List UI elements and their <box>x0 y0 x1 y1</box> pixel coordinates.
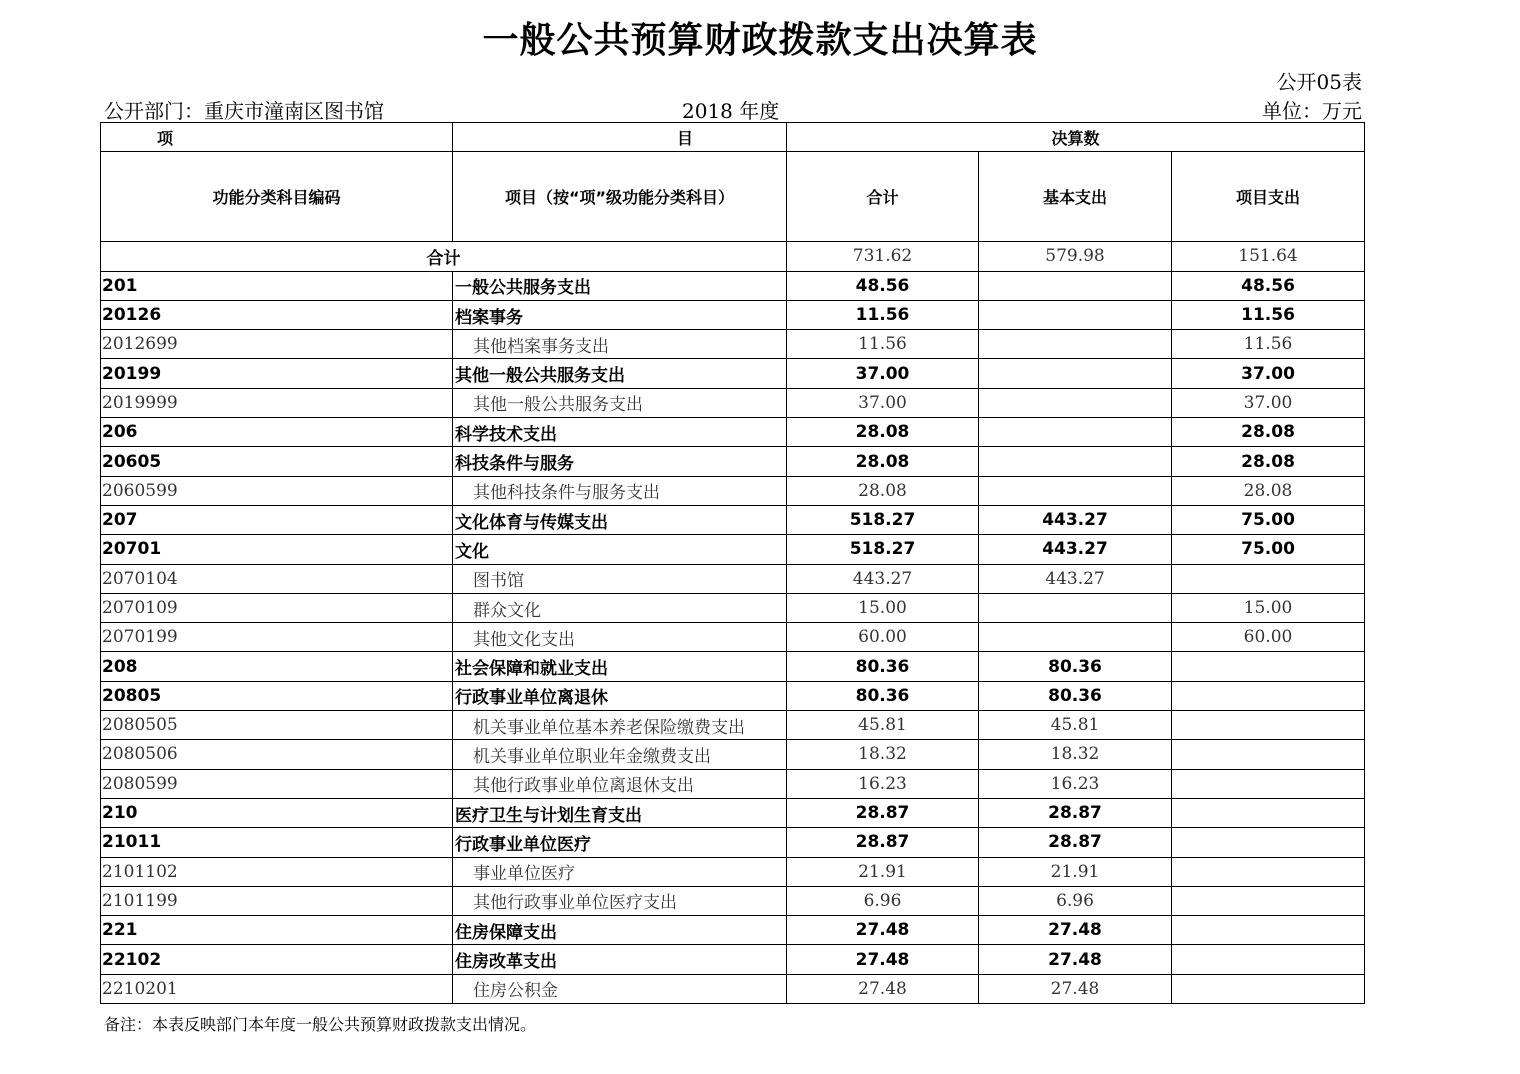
row-total: 15.00 <box>787 593 979 622</box>
row-project: 28.08 <box>1172 418 1365 447</box>
row-project: 15.00 <box>1172 593 1365 622</box>
header-item2: 目 <box>453 123 787 152</box>
row-total: 443.27 <box>787 564 979 593</box>
row-project <box>1172 828 1365 857</box>
row-code: 207 <box>101 505 453 534</box>
table-row <box>101 476 1365 505</box>
row-name: 行政事业单位离退休 <box>453 681 787 710</box>
row-project <box>1172 916 1365 945</box>
table-row <box>101 945 1365 974</box>
row-project: 37.00 <box>1172 359 1365 388</box>
table-row <box>101 857 1365 886</box>
row-project: 28.08 <box>1172 447 1365 476</box>
row-name: 社会保障和就业支出 <box>453 652 787 681</box>
header-name: 项目（按“项”级功能分类科目） <box>453 152 787 242</box>
total-sum: 731.62 <box>787 242 979 271</box>
row-basic: 27.48 <box>979 945 1172 974</box>
row-basic: 443.27 <box>979 564 1172 593</box>
row-project <box>1172 945 1365 974</box>
row-basic <box>979 593 1172 622</box>
table-row <box>101 652 1365 681</box>
row-basic: 16.23 <box>979 769 1172 798</box>
table-row <box>101 798 1365 827</box>
table-row <box>101 740 1365 769</box>
row-code: 2080599 <box>101 769 453 798</box>
row-basic: 443.27 <box>979 535 1172 564</box>
row-project: 37.00 <box>1172 388 1365 417</box>
row-project <box>1172 886 1365 915</box>
row-basic <box>979 623 1172 652</box>
row-basic: 443.27 <box>979 505 1172 534</box>
row-code: 20701 <box>101 535 453 564</box>
table-row <box>101 564 1365 593</box>
header-item: 项 <box>101 123 453 152</box>
row-total: 80.36 <box>787 652 979 681</box>
row-basic <box>979 359 1172 388</box>
row-code: 20605 <box>101 447 453 476</box>
table-row <box>101 886 1365 915</box>
row-basic <box>979 476 1172 505</box>
row-total: 6.96 <box>787 886 979 915</box>
row-total: 80.36 <box>787 681 979 710</box>
row-name: 其他一般公共服务支出 <box>453 388 787 417</box>
row-total: 28.87 <box>787 798 979 827</box>
row-code: 2080505 <box>101 711 453 740</box>
row-basic: 27.48 <box>979 974 1172 1003</box>
total-project: 151.64 <box>1172 242 1365 271</box>
header-code: 功能分类科目编码 <box>101 152 453 242</box>
table-row <box>101 974 1365 1003</box>
row-name: 行政事业单位医疗 <box>453 828 787 857</box>
total-row <box>101 242 1365 271</box>
row-total: 11.56 <box>787 330 979 359</box>
table-row <box>101 535 1365 564</box>
row-total: 16.23 <box>787 769 979 798</box>
row-project <box>1172 564 1365 593</box>
department-label: 公开部门：重庆市潼南区图书馆 <box>104 99 384 123</box>
row-project: 75.00 <box>1172 505 1365 534</box>
unit-label: 单位：万元 <box>1262 99 1362 123</box>
row-total: 48.56 <box>787 271 979 300</box>
row-total: 28.08 <box>787 418 979 447</box>
row-total: 37.00 <box>787 359 979 388</box>
row-total: 27.48 <box>787 974 979 1003</box>
table-row <box>101 593 1365 622</box>
header-project: 项目支出 <box>1172 152 1365 242</box>
row-total: 28.08 <box>787 476 979 505</box>
row-name: 图书馆 <box>453 564 787 593</box>
row-project: 11.56 <box>1172 300 1365 329</box>
row-basic <box>979 418 1172 447</box>
footnote: 备注：本表反映部门本年度一般公共预算财政拨款支出情况。 <box>104 1015 537 1034</box>
row-project <box>1172 681 1365 710</box>
row-project <box>1172 857 1365 886</box>
row-code: 20126 <box>101 300 453 329</box>
row-basic: 21.91 <box>979 857 1172 886</box>
row-basic: 28.87 <box>979 828 1172 857</box>
row-code: 2012699 <box>101 330 453 359</box>
row-name: 科学技术支出 <box>453 418 787 447</box>
row-code: 201 <box>101 271 453 300</box>
row-code: 2070199 <box>101 623 453 652</box>
row-code: 22102 <box>101 945 453 974</box>
row-project: 60.00 <box>1172 623 1365 652</box>
total-label: 合计 <box>101 242 787 271</box>
table-row <box>101 300 1365 329</box>
table-row <box>101 505 1365 534</box>
table-row <box>101 681 1365 710</box>
table-row <box>101 828 1365 857</box>
row-project: 28.08 <box>1172 476 1365 505</box>
row-total: 21.91 <box>787 857 979 886</box>
row-basic: 80.36 <box>979 681 1172 710</box>
row-basic <box>979 271 1172 300</box>
table-row <box>101 623 1365 652</box>
row-name: 住房保障支出 <box>453 916 787 945</box>
table-row <box>101 418 1365 447</box>
table-row <box>101 769 1365 798</box>
row-project <box>1172 711 1365 740</box>
row-total: 11.56 <box>787 300 979 329</box>
row-code: 20199 <box>101 359 453 388</box>
row-name: 群众文化 <box>453 593 787 622</box>
row-code: 2101199 <box>101 886 453 915</box>
row-project: 11.56 <box>1172 330 1365 359</box>
row-name: 其他行政事业单位医疗支出 <box>453 886 787 915</box>
row-name: 医疗卫生与计划生育支出 <box>453 798 787 827</box>
row-basic: 45.81 <box>979 711 1172 740</box>
row-basic: 27.48 <box>979 916 1172 945</box>
row-name: 住房改革支出 <box>453 945 787 974</box>
row-code: 20805 <box>101 681 453 710</box>
year-label: 2018 年度 <box>682 99 780 123</box>
row-project <box>1172 798 1365 827</box>
row-total: 28.87 <box>787 828 979 857</box>
row-name: 事业单位医疗 <box>453 857 787 886</box>
row-name: 其他档案事务支出 <box>453 330 787 359</box>
row-name: 其他科技条件与服务支出 <box>453 476 787 505</box>
row-code: 2070109 <box>101 593 453 622</box>
page-title: 一般公共预算财政拨款支出决算表 <box>482 19 1038 61</box>
row-basic: 6.96 <box>979 886 1172 915</box>
row-basic: 80.36 <box>979 652 1172 681</box>
row-total: 28.08 <box>787 447 979 476</box>
table-row <box>101 711 1365 740</box>
row-project <box>1172 974 1365 1003</box>
row-total: 518.27 <box>787 535 979 564</box>
row-code: 221 <box>101 916 453 945</box>
row-basic <box>979 330 1172 359</box>
row-project <box>1172 652 1365 681</box>
row-code: 208 <box>101 652 453 681</box>
row-name: 档案事务 <box>453 300 787 329</box>
row-project <box>1172 740 1365 769</box>
table-row <box>101 271 1365 300</box>
row-name: 文化 <box>453 535 787 564</box>
expenditure-table <box>100 122 1365 1004</box>
row-name: 机关事业单位职业年金缴费支出 <box>453 740 787 769</box>
total-basic: 579.98 <box>979 242 1172 271</box>
header-basic: 基本支出 <box>979 152 1172 242</box>
table-row <box>101 916 1365 945</box>
row-name: 机关事业单位基本养老保险缴费支出 <box>453 711 787 740</box>
table-row <box>101 330 1365 359</box>
row-total: 18.32 <box>787 740 979 769</box>
row-total: 27.48 <box>787 945 979 974</box>
row-code: 2070104 <box>101 564 453 593</box>
row-basic <box>979 447 1172 476</box>
table-row <box>101 359 1365 388</box>
row-name: 其他一般公共服务支出 <box>453 359 787 388</box>
row-code: 2101102 <box>101 857 453 886</box>
row-project: 75.00 <box>1172 535 1365 564</box>
row-name: 一般公共服务支出 <box>453 271 787 300</box>
row-total: 37.00 <box>787 388 979 417</box>
form-number: 公开05表 <box>1276 70 1362 94</box>
row-name: 其他文化支出 <box>453 623 787 652</box>
table-row <box>101 388 1365 417</box>
row-name: 文化体育与传媒支出 <box>453 505 787 534</box>
row-code: 2060599 <box>101 476 453 505</box>
row-code: 210 <box>101 798 453 827</box>
header-total: 合计 <box>787 152 979 242</box>
row-project <box>1172 769 1365 798</box>
row-total: 518.27 <box>787 505 979 534</box>
row-code: 2019999 <box>101 388 453 417</box>
header-final: 决算数 <box>787 123 1365 152</box>
row-basic: 18.32 <box>979 740 1172 769</box>
row-code: 21011 <box>101 828 453 857</box>
row-code: 2210201 <box>101 974 453 1003</box>
row-basic <box>979 388 1172 417</box>
row-name: 住房公积金 <box>453 974 787 1003</box>
row-code: 2080506 <box>101 740 453 769</box>
row-project: 48.56 <box>1172 271 1365 300</box>
row-basic <box>979 300 1172 329</box>
row-basic: 28.87 <box>979 798 1172 827</box>
table-row <box>101 447 1365 476</box>
row-name: 科技条件与服务 <box>453 447 787 476</box>
row-total: 45.81 <box>787 711 979 740</box>
row-name: 其他行政事业单位离退休支出 <box>453 769 787 798</box>
row-total: 27.48 <box>787 916 979 945</box>
row-total: 60.00 <box>787 623 979 652</box>
row-code: 206 <box>101 418 453 447</box>
